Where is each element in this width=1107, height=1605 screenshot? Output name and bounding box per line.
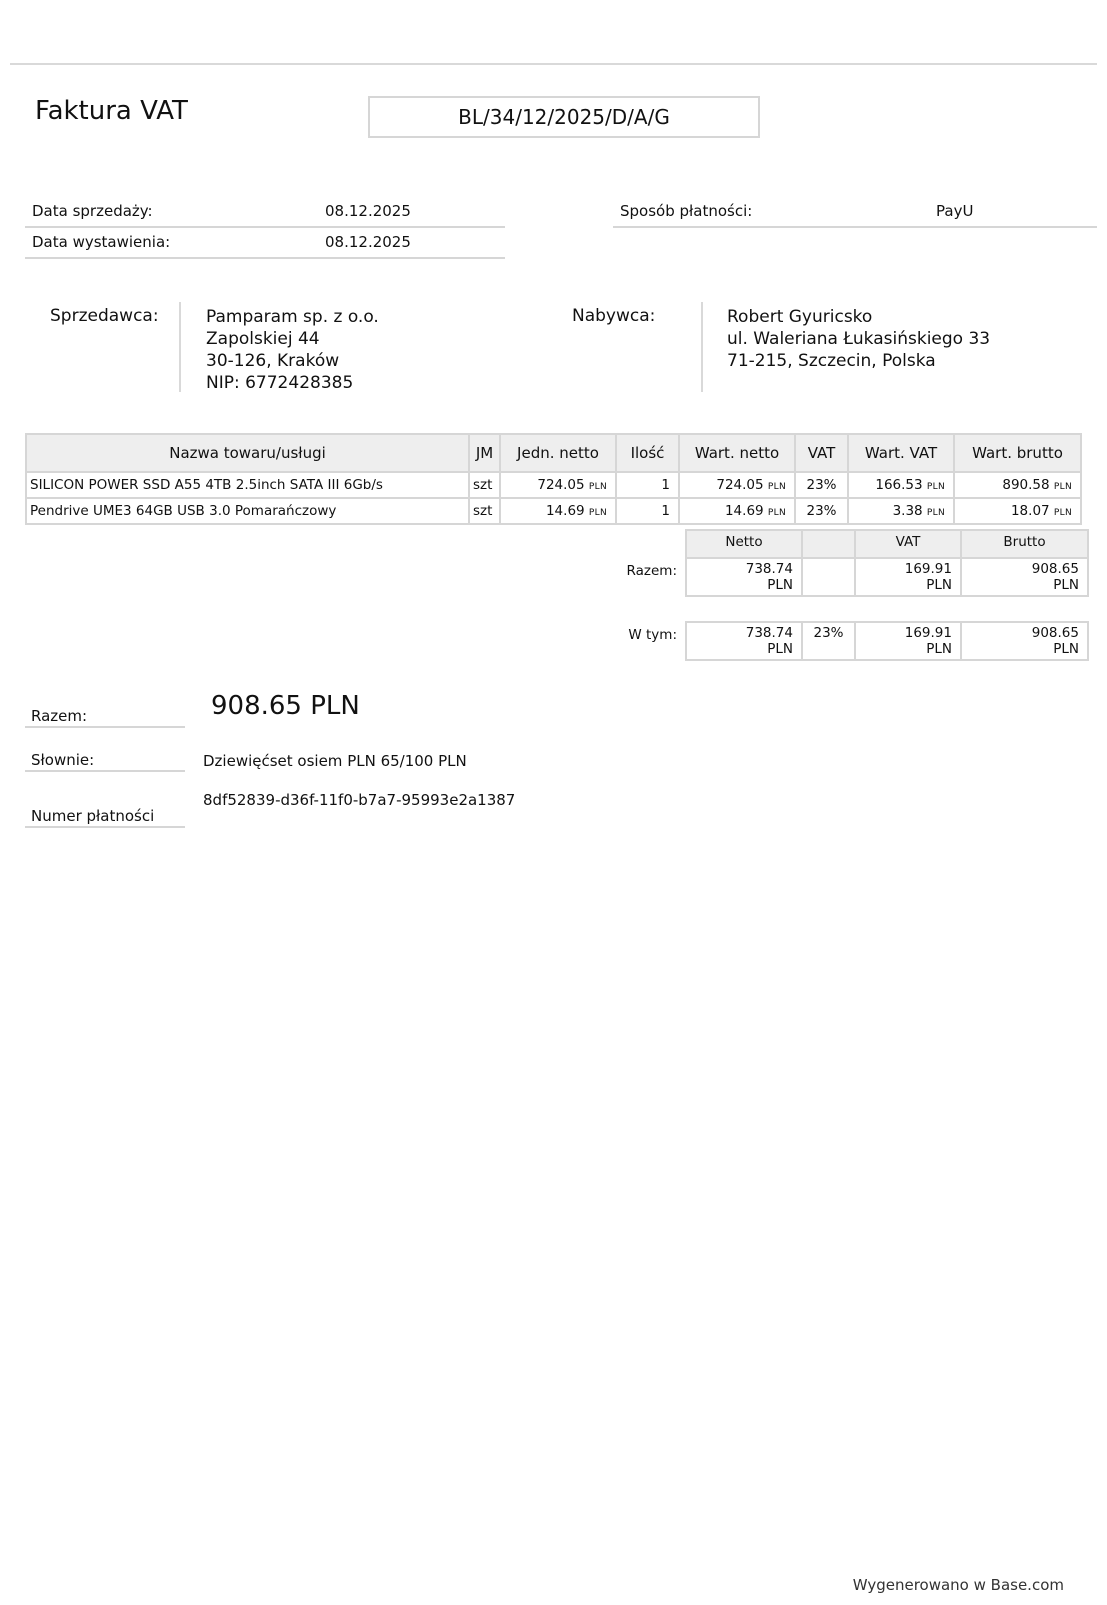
seller-street: Zapolskiej 44 — [206, 329, 320, 349]
col-net: Wart. netto — [679, 434, 795, 472]
breakdown-net: 738.74 PLN — [686, 622, 802, 660]
document-title: Faktura VAT — [35, 96, 188, 126]
totals-row — [590, 558, 1088, 596]
summary-words-label: Słownie: — [31, 751, 95, 769]
buyer-city: 71-215, Szczecin, Polska — [727, 351, 936, 371]
seller-divider — [179, 302, 181, 392]
item-unit-net: 14.69 PLN — [500, 498, 616, 524]
summary-total-label: Razem: — [31, 707, 88, 725]
breakdown-rate: 23% — [802, 622, 855, 660]
breakdown-label: W tym: — [628, 627, 677, 643]
payment-number-value: 8df52839-d36f-11f0-b7a7-95993e2a1387 — [203, 791, 516, 809]
item-net: 724.05 PLN — [679, 472, 795, 498]
totals-vat: 169.91 PLN — [855, 558, 961, 596]
totals-header-row — [590, 530, 1088, 558]
item-gross: 18.07 PLN — [954, 498, 1081, 524]
totals-label: Razem: — [626, 563, 677, 579]
items-header-row — [26, 434, 1081, 472]
sale-date-label: Data sprzedaży: — [32, 202, 153, 220]
totals-header-gross: Brutto — [961, 530, 1088, 558]
totals-gross: 908.65 PLN — [961, 558, 1088, 596]
item-unit-net: 724.05 PLN — [500, 472, 616, 498]
summary-total-value: 908.65 PLN — [211, 691, 360, 721]
top-divider — [10, 63, 1097, 65]
buyer-divider — [701, 302, 703, 392]
vat-breakdown-row — [590, 622, 1088, 660]
col-gross: Wart. brutto — [954, 434, 1081, 472]
item-unit: szt — [469, 472, 500, 498]
issue-date-label: Data wystawienia: — [32, 233, 171, 251]
totals-header-net: Netto — [686, 530, 802, 558]
sale-date-value: 08.12.2025 — [325, 202, 411, 220]
seller-label: Sprzedawca: — [50, 306, 159, 326]
col-unit-net: Jedn. netto — [500, 434, 616, 472]
table-row — [26, 498, 1081, 524]
item-net: 14.69 PLN — [679, 498, 795, 524]
item-unit: szt — [469, 498, 500, 524]
payment-number-label: Numer płatności — [31, 807, 155, 825]
item-name: SILICON POWER SSD A55 4TB 2.5inch SATA III 6Gb/s — [26, 472, 469, 498]
issue-date-value: 08.12.2025 — [325, 233, 411, 251]
seller-details — [206, 306, 379, 394]
totals-net: 738.74 PLN — [686, 558, 802, 596]
seller-city: 30-126, Kraków — [206, 351, 340, 371]
breakdown-gross: 908.65 PLN — [961, 622, 1088, 660]
buyer-name: Robert Gyuricsko — [727, 307, 873, 327]
items-table — [25, 433, 1082, 525]
buyer-street: ul. Waleriana Łukasińskiego 33 — [727, 329, 991, 349]
payment-method-row — [613, 196, 1097, 228]
item-name: Pendrive UME3 64GB USB 3.0 Pomarańczowy — [26, 498, 469, 524]
payment-number-row — [25, 800, 185, 828]
invoice-number: BL/34/12/2025/D/A/G — [458, 105, 670, 129]
totals-header-rate — [802, 530, 855, 558]
buyer-label: Nabywca: — [572, 306, 656, 326]
buyer-details — [727, 306, 990, 372]
footer-generated-by: Wygenerowano w Base.com — [852, 1576, 1064, 1594]
issue-date-row — [25, 227, 505, 259]
summary-words-value: Dziewięćset osiem PLN 65/100 PLN — [203, 752, 467, 770]
col-unit: JM — [469, 434, 500, 472]
payment-method-value: PayU — [936, 202, 974, 220]
summary-words-row — [25, 746, 185, 772]
payment-method-label: Sposób płatności: — [620, 202, 753, 220]
sale-date-row — [25, 196, 505, 228]
breakdown-vat: 169.91 PLN — [855, 622, 961, 660]
totals-header-vat: VAT — [855, 530, 961, 558]
seller-name: Pamparam sp. z o.o. — [206, 307, 379, 327]
item-vat-rate: 23% — [795, 498, 848, 524]
item-qty: 1 — [616, 498, 679, 524]
col-qty: Ilość — [616, 434, 679, 472]
item-vat-rate: 23% — [795, 472, 848, 498]
col-name: Nazwa towaru/usługi — [26, 434, 469, 472]
item-gross: 890.58 PLN — [954, 472, 1081, 498]
item-qty: 1 — [616, 472, 679, 498]
item-vat: 166.53 PLN — [848, 472, 954, 498]
totals-table — [590, 529, 1089, 597]
summary-total-row — [25, 700, 185, 728]
seller-nip: NIP: 6772428385 — [206, 373, 354, 393]
invoice-number-box — [368, 96, 760, 138]
item-vat: 3.38 PLN — [848, 498, 954, 524]
col-vat: Wart. VAT — [848, 434, 954, 472]
col-vat-rate: VAT — [795, 434, 848, 472]
totals-rate — [802, 558, 855, 596]
vat-breakdown-table — [590, 621, 1089, 661]
table-row — [26, 472, 1081, 498]
